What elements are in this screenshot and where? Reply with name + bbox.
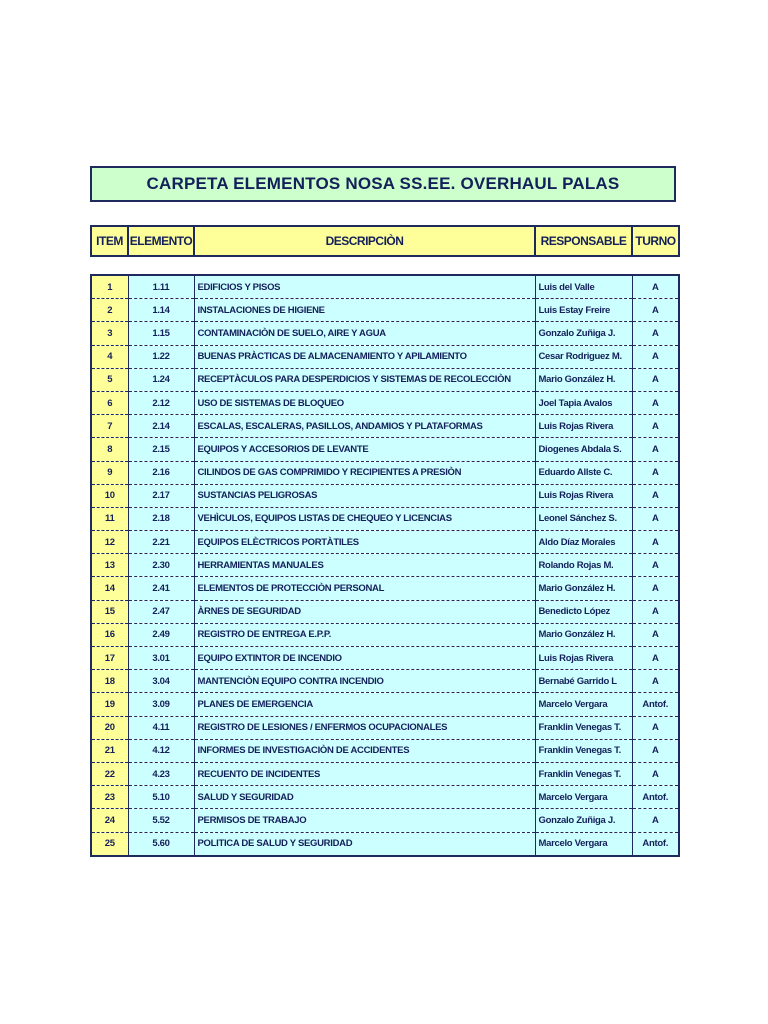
cell-turno: A bbox=[632, 438, 679, 461]
cell-responsable: Joel Tapia Avalos bbox=[535, 391, 632, 414]
cell-descripcion: PLANES DE EMERGENCIA bbox=[194, 693, 535, 716]
cell-turno: A bbox=[632, 415, 679, 438]
cell-descripcion: POLITICA DE SALUD Y SEGURIDAD bbox=[194, 832, 535, 856]
table-row bbox=[91, 762, 679, 785]
cell-elemento: 5.10 bbox=[128, 786, 194, 809]
header-responsable: RESPONSABLE bbox=[535, 226, 632, 256]
cell-elemento: 4.23 bbox=[128, 762, 194, 785]
table-row bbox=[91, 345, 679, 368]
cell-item: 10 bbox=[91, 484, 128, 507]
cell-responsable: Rolando Rojas M. bbox=[535, 554, 632, 577]
cell-turno: Antof. bbox=[632, 693, 679, 716]
cell-descripcion: USO DE SISTEMAS DE BLOQUEO bbox=[194, 391, 535, 414]
cell-turno: A bbox=[632, 739, 679, 762]
cell-elemento: 2.47 bbox=[128, 600, 194, 623]
cell-elemento: 2.21 bbox=[128, 531, 194, 554]
cell-turno: A bbox=[632, 600, 679, 623]
cell-item: 14 bbox=[91, 577, 128, 600]
cell-responsable: Franklin Venegas T. bbox=[535, 762, 632, 785]
header-row bbox=[91, 226, 679, 256]
cell-item: 21 bbox=[91, 739, 128, 762]
cell-elemento: 5.52 bbox=[128, 809, 194, 832]
table-row bbox=[91, 391, 679, 414]
document-title: CARPETA ELEMENTOS NOSA SS.EE. OVERHAUL PALAS bbox=[146, 174, 620, 193]
table-row bbox=[91, 368, 679, 391]
table-row bbox=[91, 484, 679, 507]
cell-turno: A bbox=[632, 391, 679, 414]
cell-item: 4 bbox=[91, 345, 128, 368]
cell-turno: A bbox=[632, 299, 679, 322]
cell-elemento: 4.12 bbox=[128, 739, 194, 762]
cell-responsable: Gonzalo Zuñiga J. bbox=[535, 322, 632, 345]
cell-responsable: Luis Estay Freire bbox=[535, 299, 632, 322]
cell-item: 16 bbox=[91, 623, 128, 646]
table-row bbox=[91, 693, 679, 716]
cell-descripcion: PERMISOS DE TRABAJO bbox=[194, 809, 535, 832]
table-row bbox=[91, 275, 679, 299]
cell-descripcion: SALUD Y SEGURIDAD bbox=[194, 786, 535, 809]
cell-elemento: 1.24 bbox=[128, 368, 194, 391]
cell-item: 24 bbox=[91, 809, 128, 832]
cell-responsable: Diogenes Abdala S. bbox=[535, 438, 632, 461]
cell-elemento: 2.15 bbox=[128, 438, 194, 461]
cell-elemento: 1.15 bbox=[128, 322, 194, 345]
cell-elemento: 2.41 bbox=[128, 577, 194, 600]
cell-item: 25 bbox=[91, 832, 128, 856]
cell-responsable: Marcelo Vergara bbox=[535, 786, 632, 809]
cell-turno: A bbox=[632, 507, 679, 530]
cell-turno: A bbox=[632, 647, 679, 670]
cell-elemento: 1.11 bbox=[128, 275, 194, 299]
cell-turno: A bbox=[632, 345, 679, 368]
cell-elemento: 2.49 bbox=[128, 623, 194, 646]
cell-descripcion: RECEPTÀCULOS PARA DESPERDICIOS Y SISTEMAS DE RECOLECCIÒN bbox=[194, 368, 535, 391]
table-row bbox=[91, 438, 679, 461]
table-row bbox=[91, 786, 679, 809]
cell-descripcion: ESCALAS, ESCALERAS, PASILLOS, ANDAMIOS Y PLATAFORMAS bbox=[194, 415, 535, 438]
table-row bbox=[91, 507, 679, 530]
header-item: ITEM bbox=[91, 226, 128, 256]
cell-item: 1 bbox=[91, 275, 128, 299]
cell-descripcion: MANTENCIÒN EQUIPO CONTRA INCENDIO bbox=[194, 670, 535, 693]
cell-item: 22 bbox=[91, 762, 128, 785]
cell-descripcion: SUSTANCIAS PELIGROSAS bbox=[194, 484, 535, 507]
cell-turno: A bbox=[632, 762, 679, 785]
cell-descripcion: EQUIPO EXTINTOR DE INCENDIO bbox=[194, 647, 535, 670]
cell-elemento: 2.16 bbox=[128, 461, 194, 484]
cell-descripcion: CILINDOS DE GAS COMPRIMIDO Y RECIPIENTES A PRESIÒN bbox=[194, 461, 535, 484]
cell-descripcion: REGISTRO DE ENTREGA E.P.P. bbox=[194, 623, 535, 646]
cell-descripcion: HERRAMIENTAS MANUALES bbox=[194, 554, 535, 577]
table-row bbox=[91, 832, 679, 856]
cell-turno: A bbox=[632, 461, 679, 484]
cell-item: 13 bbox=[91, 554, 128, 577]
cell-responsable: Franklin Venegas T. bbox=[535, 716, 632, 739]
cell-responsable: Luis Rojas Rivera bbox=[535, 484, 632, 507]
cell-elemento: 2.18 bbox=[128, 507, 194, 530]
cell-responsable: Mario González H. bbox=[535, 623, 632, 646]
cell-elemento: 3.04 bbox=[128, 670, 194, 693]
cell-responsable: Gonzalo Zuñiga J. bbox=[535, 809, 632, 832]
table-row bbox=[91, 461, 679, 484]
cell-responsable: Benedicto López bbox=[535, 600, 632, 623]
cell-item: 18 bbox=[91, 670, 128, 693]
table-row bbox=[91, 623, 679, 646]
cell-turno: A bbox=[632, 275, 679, 299]
cell-responsable: Mario González H. bbox=[535, 368, 632, 391]
table-row bbox=[91, 739, 679, 762]
cell-elemento: 1.14 bbox=[128, 299, 194, 322]
table-row bbox=[91, 322, 679, 345]
cell-turno: Antof. bbox=[632, 832, 679, 856]
table-row bbox=[91, 299, 679, 322]
cell-item: 5 bbox=[91, 368, 128, 391]
cell-responsable: Luis Rojas Rivera bbox=[535, 647, 632, 670]
table-row bbox=[91, 415, 679, 438]
cell-turno: A bbox=[632, 484, 679, 507]
cell-item: 23 bbox=[91, 786, 128, 809]
cell-item: 7 bbox=[91, 415, 128, 438]
table-row bbox=[91, 577, 679, 600]
cell-responsable: Cesar Rodriguez M. bbox=[535, 345, 632, 368]
cell-turno: A bbox=[632, 322, 679, 345]
table-row bbox=[91, 716, 679, 739]
cell-elemento: 4.11 bbox=[128, 716, 194, 739]
table-row bbox=[91, 554, 679, 577]
cell-elemento: 2.17 bbox=[128, 484, 194, 507]
cell-responsable: Leonel Sánchez S. bbox=[535, 507, 632, 530]
cell-item: 2 bbox=[91, 299, 128, 322]
cell-responsable: Eduardo Allste C. bbox=[535, 461, 632, 484]
cell-turno: A bbox=[632, 577, 679, 600]
cell-turno: A bbox=[632, 809, 679, 832]
cell-responsable: Marcelo Vergara bbox=[535, 832, 632, 856]
cell-descripcion: BUENAS PRÀCTICAS DE ALMACENAMIENTO Y APILAMIENTO bbox=[194, 345, 535, 368]
cell-descripcion: EDIFICIOS Y PISOS bbox=[194, 275, 535, 299]
cell-elemento: 1.22 bbox=[128, 345, 194, 368]
cell-descripcion: RECUENTO DE INCIDENTES bbox=[194, 762, 535, 785]
cell-item: 8 bbox=[91, 438, 128, 461]
cell-item: 11 bbox=[91, 507, 128, 530]
header-turno: TURNO bbox=[632, 226, 679, 256]
cell-responsable: Luis del Valle bbox=[535, 275, 632, 299]
cell-turno: A bbox=[632, 716, 679, 739]
cell-elemento: 2.14 bbox=[128, 415, 194, 438]
cell-elemento: 3.01 bbox=[128, 647, 194, 670]
cell-turno: A bbox=[632, 623, 679, 646]
cell-item: 9 bbox=[91, 461, 128, 484]
cell-item: 17 bbox=[91, 647, 128, 670]
cell-turno: A bbox=[632, 531, 679, 554]
header-table bbox=[90, 225, 680, 257]
cell-responsable: Franklin Venegas T. bbox=[535, 739, 632, 762]
cell-descripcion: INFORMES DE INVESTIGACIÒN DE ACCIDENTES bbox=[194, 739, 535, 762]
cell-item: 15 bbox=[91, 600, 128, 623]
cell-descripcion: VEHÌCULOS, EQUIPOS LISTAS DE CHEQUEO Y LICENCIAS bbox=[194, 507, 535, 530]
cell-item: 20 bbox=[91, 716, 128, 739]
cell-turno: A bbox=[632, 368, 679, 391]
cell-turno: Antof. bbox=[632, 786, 679, 809]
header-descripcion: DESCRIPCIÒN bbox=[194, 226, 535, 256]
cell-responsable: Mario González H. bbox=[535, 577, 632, 600]
cell-descripcion: ÀRNES DE SEGURIDAD bbox=[194, 600, 535, 623]
cell-item: 19 bbox=[91, 693, 128, 716]
cell-elemento: 3.09 bbox=[128, 693, 194, 716]
table-row bbox=[91, 531, 679, 554]
table-row bbox=[91, 600, 679, 623]
cell-responsable: Bernabé Garrido L bbox=[535, 670, 632, 693]
cell-descripcion: EQUIPOS Y ACCESORIOS DE LEVANTE bbox=[194, 438, 535, 461]
table-row bbox=[91, 670, 679, 693]
table-row bbox=[91, 647, 679, 670]
cell-descripcion: REGISTRO DE LESIONES / ENFERMOS OCUPACIONALES bbox=[194, 716, 535, 739]
cell-elemento: 2.30 bbox=[128, 554, 194, 577]
cell-elemento: 2.12 bbox=[128, 391, 194, 414]
cell-descripcion: EQUIPOS ELÈCTRICOS PORTÀTILES bbox=[194, 531, 535, 554]
cell-descripcion: INSTALACIONES DE HIGIENE bbox=[194, 299, 535, 322]
cell-responsable: Marcelo Vergara bbox=[535, 693, 632, 716]
cell-turno: A bbox=[632, 670, 679, 693]
document-title-box bbox=[90, 166, 676, 202]
header-elemento: ELEMENTO bbox=[128, 226, 194, 256]
cell-responsable: Luis Rojas Rivera bbox=[535, 415, 632, 438]
elements-table bbox=[90, 274, 680, 857]
cell-elemento: 5.60 bbox=[128, 832, 194, 856]
table-row bbox=[91, 809, 679, 832]
cell-item: 3 bbox=[91, 322, 128, 345]
cell-descripcion: ELEMENTOS DE PROTECCIÒN PERSONAL bbox=[194, 577, 535, 600]
cell-turno: A bbox=[632, 554, 679, 577]
cell-responsable: Aldo Díaz Morales bbox=[535, 531, 632, 554]
cell-item: 12 bbox=[91, 531, 128, 554]
cell-item: 6 bbox=[91, 391, 128, 414]
cell-descripcion: CONTAMINACIÒN DE SUELO, AIRE Y AGUA bbox=[194, 322, 535, 345]
